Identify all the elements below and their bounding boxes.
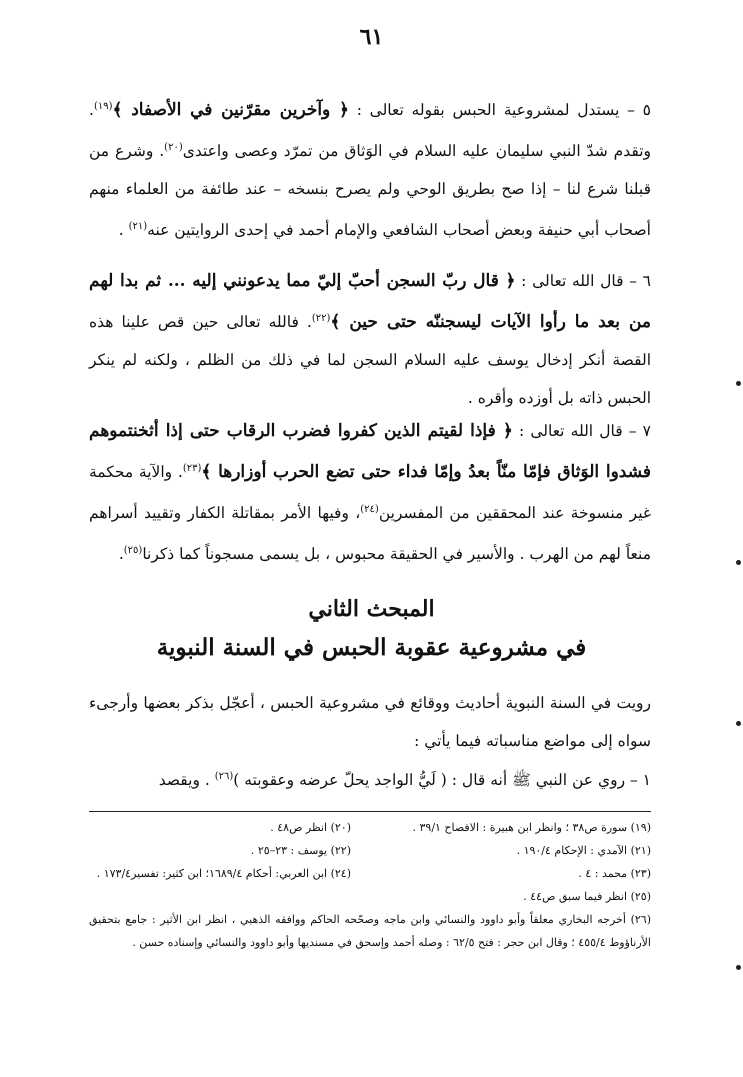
section-heading-subtitle: في مشروعية عقوبة الحبس في السنة النبوية [156,634,587,661]
footnote-separator [89,811,651,812]
para6-text-1: ٦ – قال الله تعالى : [515,272,651,290]
para6-quran-quote: ﴿ قال ربّ السجن أحبّ إليّ مما يدعونني إليه ... ثم بدا لهم من بعد ما رأوا الآيات ليسجننّه حتى حين ﴾ [89,271,652,333]
section-heading-title: المبحث الثاني [308,596,435,622]
footnote-ref-22: (٢٢) [311,313,331,324]
paragraph-hadith-1 [89,758,651,799]
footnote-19: (١٩) سورة ص٣٨ ؛ وانظر ابن هبيرة : الافصاح ٣٩/١ . [412,821,651,834]
para5-text-4: . [118,221,129,240]
para6-text-2: . فالله تعالى حين قص علينا هذه القصة أنكر إدخال يوسف عليه السلام السجن لما في ذلك من الظلم ، ولكنه لم ينكر الحبس ذاته بل أوزده وأقره . [89,313,651,408]
footnote-26: (٢٦) أخرجه البخاري معلقاً وأبو داوود والنسائي وابن ماجه وصحّحه الحاكم ووافقه الذهبي ، انظر ابن الأثير : جامع بتحقيق الأرناؤوط ٤٥٥/٤ ؛ وقال ابن حجر : فتح ٦٢/٥ : وصله أحمد وإسحق في مسنديها وأبو داوود والنسائي وإسناده حسن . [89,913,652,949]
footnote-ref-25: (٢٥) [123,545,143,557]
page-number: ٦١ [359,24,384,50]
scan-edge-mark [736,381,741,386]
footnote-row [89,816,651,839]
paragraph-6 [89,262,651,417]
footnote-25: (٢٥) انظر فيما سبق ص٤٤ . [523,890,651,903]
footnote-ref-19: (١٩) [93,101,113,112]
scan-edge-mark [736,965,741,970]
footnote-ref-21: (٢١) [128,221,148,233]
para5-text-3: . وشرع من قبلنا شرع لنا – إذا صح بطريق الوحي ولم يصرح بنسخه – عند طائفة من العلماء منهم أصحاب أبي حنيفة وبعض أصحاب الشافعي والإمام أحمد في إحدى الروايتين عنه [89,142,651,240]
footnote-row [89,839,651,862]
footnote-ref-23: (٢٣) [182,463,202,474]
scan-edge-mark [736,560,741,565]
footnote-20: (٢٠) انظر ص٤٨ . [270,821,351,834]
scan-edge-mark [736,721,741,726]
para7-text-4: . [118,545,124,564]
para5-text-2: . وتقدم شدّ النبي سليمان عليه السلام في الوَثاق من تمرّد وعصى واعتدى [89,101,652,161]
para7-text-1: ٧ – قال الله تعالى : [512,422,651,440]
para5-text-1: ٥ – يستدل لمشروعية الحبس بقوله تعالى : [348,101,651,120]
footnote-21: (٢١) الآمدي : الإحكام ١٩٠/٤ . [516,844,651,857]
para7-text-3: ، وفيها الأمر بمقاتلة الكفار وتقييد أسراهم منعاً لهم من الهرب . والأسير في الحقيقة محبوس ، بل يسمى مسجوناً كما ذكرنا [89,504,651,564]
paragraph-5 [89,88,651,249]
intro-paragraph: رويت في السنة النبوية أحاديث ووقائع في مشروعية الحبس ، أعجّل بذكر بعضها وأرجىء سواه إلى مواضع مناسباته فيما يأتي : [89,694,651,750]
para5-quran-quote: ﴿ وآخرين مقرّنين في الأصفاد ﴾ [112,100,349,121]
footnote-22: (٢٢) يوسف : ٢٣–٢٥ . [250,844,351,857]
paragraph-7 [89,412,651,573]
footnote-ref-26: (٢٦) [214,771,234,782]
hadith1-text-2: . ويقصد [158,771,215,790]
para7-quran-quote: ﴿ فإذا لقيتم الذين كفروا فضرب الرقاب حتى إذا أثخنتموهم فشدوا الوَثاق فإمّا منّاً بعدُ وإمّا فداء حتى تضع الحرب أوزارها ﴾ [89,421,651,483]
footnote-ref-24: (٢٤) [360,504,379,516]
footnotes [89,816,651,954]
hadith1-text-1: ١ – روي عن النبي ﷺ أنه قال : ( لَيُّ الواجد يحلّ عرضه وعقوبته ) [233,771,651,790]
footnote-row [89,862,651,885]
footnote-ref-20: (٢٠) [164,142,183,154]
para7-text-2: . والآية محكمة غير منسوخة عند المحققين من المفسرين [89,463,651,523]
footnote-24: (٢٤) ابن العربي: أحكام ١٦٨٩/٤؛ ابن كثير: تفسير١٧٣/٤ . [96,867,351,880]
footnote-23: (٢٣) محمد : ٤ . [578,867,651,880]
